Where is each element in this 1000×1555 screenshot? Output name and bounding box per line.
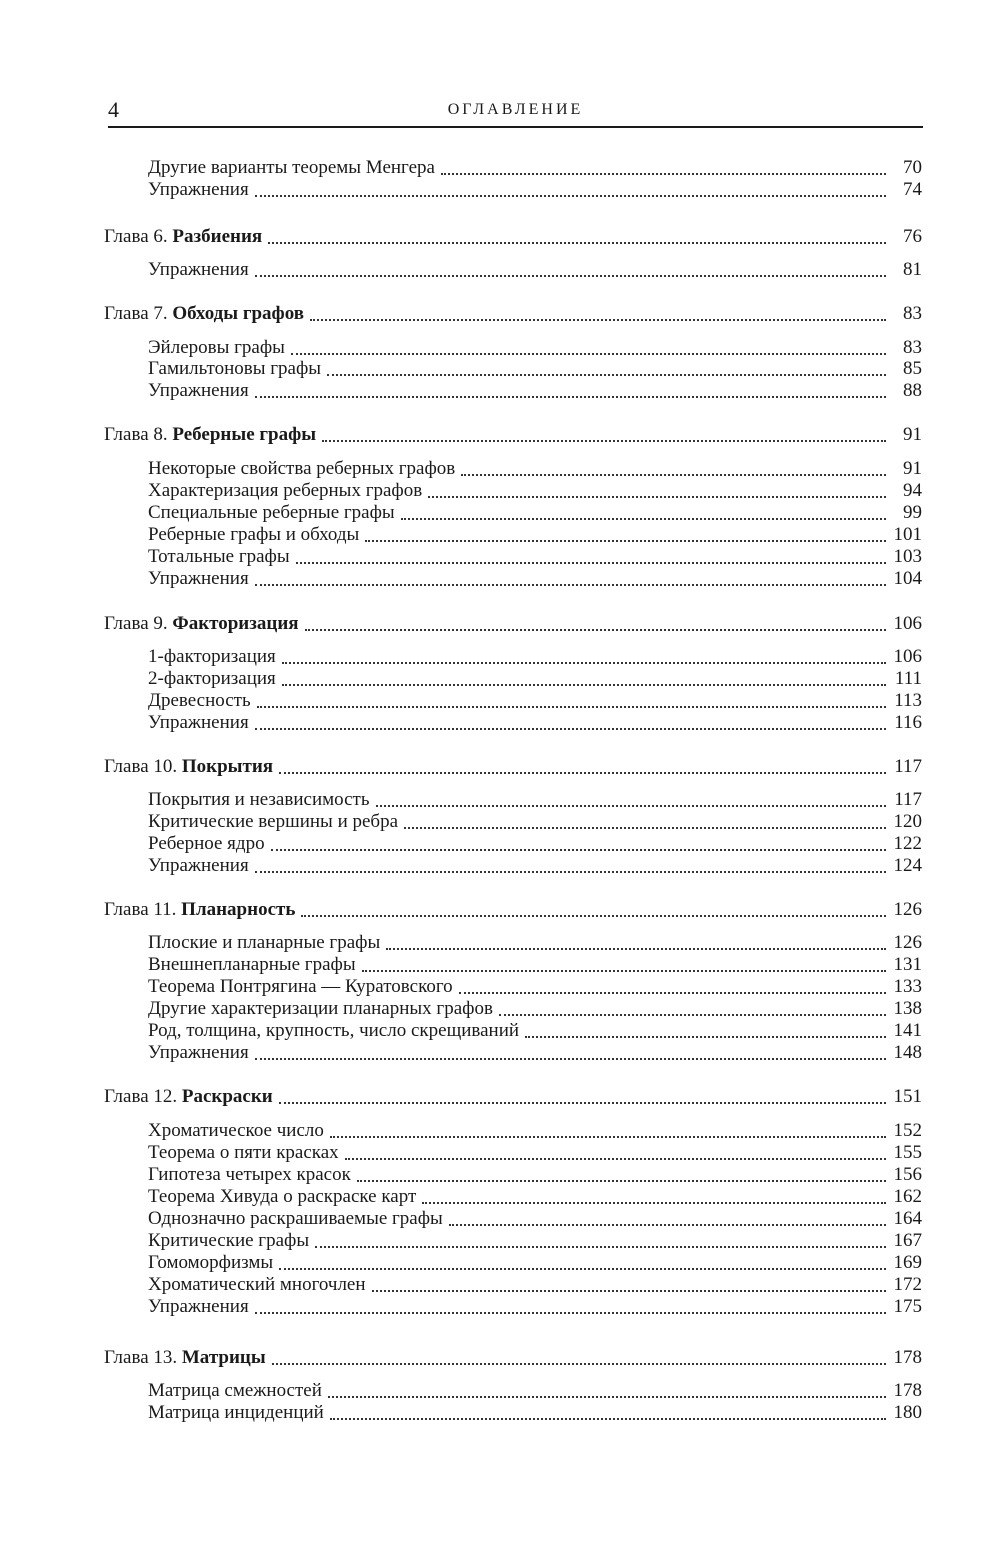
toc-section-entry (148, 358, 922, 380)
toc-chapter-entry (104, 1086, 922, 1108)
dot-leader (345, 1158, 886, 1160)
entry-page-number: 169 (893, 1252, 922, 1273)
page-number: 4 (108, 97, 119, 122)
chapter-title: Покрытия (181, 756, 274, 777)
chapter-label: Глава 10. (104, 756, 182, 777)
dot-leader (525, 1036, 886, 1038)
dot-leader (365, 540, 886, 542)
toc-section-entry (148, 157, 922, 179)
entry-page-number: 91 (903, 424, 922, 445)
chapter-label: Глава 13. (104, 1347, 182, 1368)
toc-section-entry (148, 337, 922, 359)
entry-title: Реберное ядро (148, 833, 265, 854)
entry-page-number: 155 (893, 1142, 922, 1163)
toc-chapter-entry (104, 424, 922, 446)
toc-chapter-entry (104, 899, 922, 921)
entry-page-number: 70 (903, 157, 922, 178)
entry-page-number: 133 (893, 976, 922, 997)
running-head: ОГЛАВЛЕНИЕ (447, 101, 584, 118)
entry-title: Внешнепланарные графы (148, 954, 356, 975)
toc-section-entry (148, 1252, 922, 1274)
dot-leader (330, 1418, 886, 1420)
chapter-title: Раскраски (181, 1086, 273, 1107)
dot-leader (362, 970, 886, 972)
dot-leader (271, 849, 886, 851)
toc-section-entry (148, 524, 922, 546)
entry-title (104, 1347, 266, 1369)
dot-leader (322, 440, 886, 442)
entry-title: Гамильтоновы графы (148, 358, 322, 379)
dot-leader (255, 1058, 886, 1060)
toc-section-entry (148, 833, 922, 855)
entry-page-number: 85 (903, 358, 922, 379)
entry-title: Упражнения (148, 568, 249, 589)
dot-leader (305, 629, 886, 631)
entry-title: Хроматическое число (148, 1120, 324, 1141)
entry-title: Упражнения (148, 179, 249, 200)
toc-section-entry (148, 179, 922, 201)
toc-section-entry (148, 1164, 922, 1186)
toc-section-entry (148, 1296, 922, 1318)
dot-leader (255, 584, 886, 586)
entry-page-number: 74 (903, 179, 922, 200)
entry-page-number: 106 (893, 646, 922, 667)
entry-page-number: 167 (893, 1230, 922, 1251)
toc-chapter-entry (104, 613, 922, 635)
toc-section-entry (148, 502, 922, 524)
dot-leader (357, 1180, 886, 1182)
toc-section-entry (148, 855, 922, 877)
dot-leader (255, 396, 886, 398)
toc-section-entry (148, 646, 922, 668)
entry-page-number: 141 (893, 1020, 922, 1041)
dot-leader (272, 1363, 886, 1365)
dot-leader (386, 948, 886, 950)
dot-leader (404, 827, 886, 829)
entry-page-number: 117 (894, 756, 922, 777)
entry-title (104, 756, 273, 778)
entry-title: 2-факторизация (148, 668, 276, 689)
chapter-title: Планарность (181, 899, 296, 920)
entry-title: Гомоморфизмы (148, 1252, 274, 1273)
entry-page-number: 178 (893, 1347, 922, 1368)
dot-leader (441, 173, 886, 175)
dot-leader (461, 474, 886, 476)
chapter-label: Глава 11. (104, 899, 182, 920)
toc-section-entry (148, 546, 922, 568)
entry-title: Другие варианты теоремы Менгера (148, 157, 435, 178)
dot-leader (279, 772, 886, 774)
entry-title: 1-факторизация (148, 646, 276, 667)
entry-page-number: 172 (893, 1274, 922, 1295)
entry-page-number: 117 (894, 789, 922, 810)
toc-section-entry (148, 380, 922, 402)
toc-section-entry (148, 1230, 922, 1252)
dot-leader (255, 275, 886, 277)
entry-title (104, 613, 299, 635)
entry-title: Упражнения (148, 259, 249, 280)
chapter-label: Глава 8. (104, 424, 173, 445)
entry-page-number: 120 (893, 811, 922, 832)
chapter-label: Глава 9. (104, 613, 173, 634)
entry-page-number: 81 (903, 259, 922, 280)
toc-section-entry (148, 1380, 922, 1402)
entry-page-number: 126 (893, 932, 922, 953)
entry-page-number: 111 (894, 668, 922, 689)
dot-leader (310, 319, 886, 321)
entry-page-number: 101 (893, 524, 922, 545)
entry-title: Однозначно раскрашиваемые графы (148, 1208, 443, 1229)
entry-page-number: 131 (893, 954, 922, 975)
dot-leader (255, 871, 886, 873)
dot-leader (499, 1014, 886, 1016)
dot-leader (255, 1312, 886, 1314)
entry-title: Другие характеризации планарных графов (148, 998, 493, 1019)
entry-title: Некоторые свойства реберных графов (148, 458, 456, 479)
entry-page-number: 162 (893, 1186, 922, 1207)
toc-section-entry (148, 1274, 922, 1296)
entry-page-number: 156 (893, 1164, 922, 1185)
chapter-title: Реберные графы (172, 424, 317, 445)
toc-section-entry (148, 789, 922, 811)
entry-page-number: 76 (903, 226, 922, 247)
dot-leader (301, 915, 886, 917)
entry-page-number: 113 (894, 690, 922, 711)
dot-leader (257, 706, 886, 708)
entry-page-number: 99 (903, 502, 922, 523)
entry-page-number: 91 (903, 458, 922, 479)
entry-title: Реберные графы и обходы (148, 524, 360, 545)
dot-leader (327, 374, 886, 376)
entry-page-number: 94 (903, 480, 922, 501)
entry-title: Специальные реберные графы (148, 502, 395, 523)
entry-page-number: 148 (893, 1042, 922, 1063)
toc-section-entry (148, 976, 922, 998)
dot-leader (376, 805, 886, 807)
entry-page-number: 103 (893, 546, 922, 567)
toc-section-entry (148, 690, 922, 712)
toc-chapter-entry (104, 226, 922, 248)
toc-section-entry (148, 932, 922, 954)
entry-title: Хроматический многочлен (148, 1274, 366, 1295)
dot-leader (279, 1102, 886, 1104)
chapter-title: Разбиения (172, 226, 263, 247)
dot-leader (282, 684, 886, 686)
dot-leader (291, 353, 886, 355)
dot-leader (255, 195, 886, 197)
entry-title: Гипотеза четырех красок (148, 1164, 351, 1185)
entry-page-number: 122 (893, 833, 922, 854)
entry-title: Теорема Хивуда о раскраске карт (148, 1186, 417, 1207)
entry-title (104, 226, 262, 248)
entry-title: Критические графы (148, 1230, 310, 1251)
entry-title: Характеризация реберных графов (148, 480, 423, 501)
dot-leader (422, 1202, 886, 1204)
dot-leader (282, 662, 886, 664)
entry-page-number: 104 (893, 568, 922, 589)
toc-section-entry (148, 954, 922, 976)
dot-leader (255, 728, 886, 730)
chapter-label: Глава 6. (104, 226, 173, 247)
entry-title: Плоские и планарные графы (148, 932, 381, 953)
toc-section-entry (148, 480, 922, 502)
entry-title (104, 424, 316, 446)
dot-leader (268, 242, 886, 244)
entry-title: Упражнения (148, 1296, 249, 1317)
entry-title: Тотальные графы (148, 546, 290, 567)
entry-page-number: 83 (903, 303, 922, 324)
toc-section-entry (148, 259, 922, 281)
chapter-label: Глава 12. (104, 1086, 182, 1107)
entry-page-number: 175 (893, 1296, 922, 1317)
toc-section-entry (148, 998, 922, 1020)
chapter-title: Факторизация (172, 613, 299, 634)
toc-chapter-entry (104, 303, 922, 325)
toc-section-entry (148, 1186, 922, 1208)
entry-title: Матрица смежностей (148, 1380, 322, 1401)
entry-page-number: 124 (893, 855, 922, 876)
dot-leader (330, 1136, 886, 1138)
dot-leader (401, 518, 886, 520)
dot-leader (428, 496, 886, 498)
entry-title: Матрица инциденций (148, 1402, 324, 1423)
chapter-title: Матрицы (181, 1347, 266, 1368)
dot-leader (449, 1224, 886, 1226)
toc-section-entry (148, 568, 922, 590)
dot-leader (328, 1396, 886, 1398)
dot-leader (372, 1290, 886, 1292)
entry-page-number: 180 (893, 1402, 922, 1423)
toc-section-entry (148, 1020, 922, 1042)
toc-section-entry (148, 1042, 922, 1064)
toc-section-entry (148, 1142, 922, 1164)
toc-section-entry (148, 1402, 922, 1424)
entry-title: Покрытия и независимость (148, 789, 370, 810)
entry-title: Род, толщина, крупность, число скрещиваний (148, 1020, 520, 1041)
chapter-label: Глава 7. (104, 303, 173, 324)
entry-title: Упражнения (148, 712, 249, 733)
entry-title: Упражнения (148, 855, 249, 876)
chapter-title: Обходы графов (172, 303, 304, 324)
toc-section-entry (148, 712, 922, 734)
dot-leader (296, 562, 886, 564)
toc-section-entry (148, 1208, 922, 1230)
toc-chapter-entry (104, 756, 922, 778)
entry-title: Критические вершины и ребра (148, 811, 399, 832)
entry-title: Теорема Понтрягина — Куратовского (148, 976, 453, 997)
entry-title (104, 1086, 273, 1108)
dot-leader (459, 992, 886, 994)
entry-page-number: 126 (893, 899, 922, 920)
toc-section-entry (148, 458, 922, 480)
toc-chapter-entry (104, 1347, 922, 1369)
entry-page-number: 164 (893, 1208, 922, 1229)
entry-title: Упражнения (148, 380, 249, 401)
dot-leader (315, 1246, 886, 1248)
entry-page-number: 83 (903, 337, 922, 358)
entry-title (104, 899, 295, 921)
entry-title: Эйлеровы графы (148, 337, 285, 358)
entry-title: Теорема о пяти красках (148, 1142, 339, 1163)
entry-page-number: 106 (893, 613, 922, 634)
entry-page-number: 88 (903, 380, 922, 401)
toc-section-entry (148, 1120, 922, 1142)
entry-page-number: 138 (893, 998, 922, 1019)
entry-title: Упражнения (148, 1042, 249, 1063)
entry-title: Древесность (148, 690, 251, 711)
entry-title (104, 303, 304, 325)
entry-page-number: 151 (893, 1086, 922, 1107)
toc-section-entry (148, 668, 922, 690)
entry-page-number: 178 (893, 1380, 922, 1401)
toc-section-entry (148, 811, 922, 833)
entry-page-number: 116 (894, 712, 922, 733)
entry-page-number: 152 (893, 1120, 922, 1141)
dot-leader (279, 1268, 886, 1270)
